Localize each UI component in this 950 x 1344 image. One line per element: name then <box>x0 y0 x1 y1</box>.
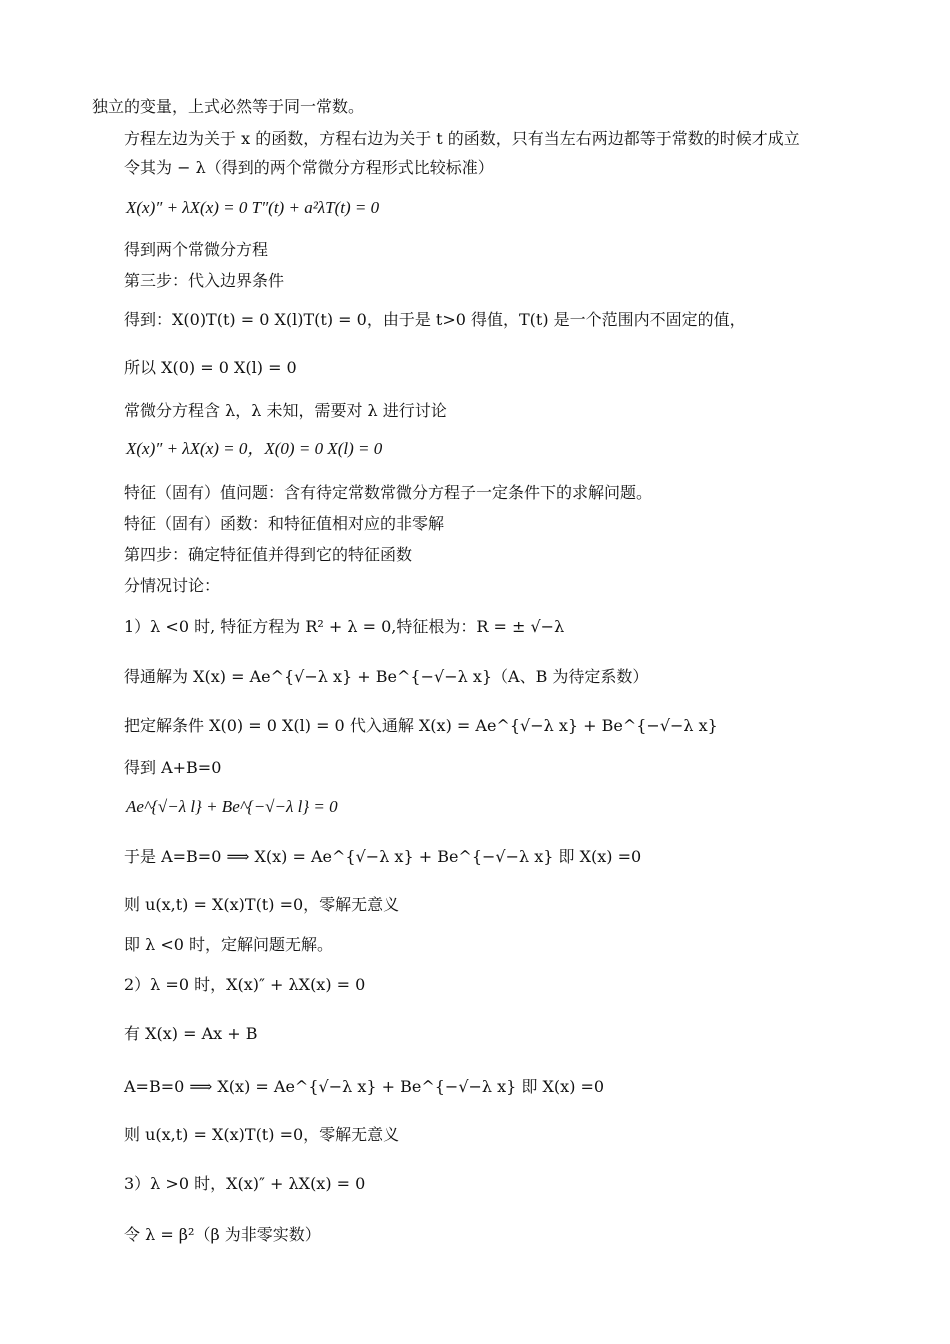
text-line-1: 独立的变量，上式必然等于同一常数。 <box>92 97 365 116</box>
text-line-13: 1）λ <0 时, 特征方程为 R² + λ = 0,特征根为：R = ± √−λ <box>124 617 565 636</box>
text-line-25: 令 λ = β²（β 为非零实数） <box>124 1225 321 1244</box>
text-line-21: 有 X(x) = Ax + B <box>124 1024 258 1043</box>
text-line-14: 得通解为 X(x) = Ae^{√−λ x} + Be^{−√−λ x}（A、B 为待定系数） <box>124 667 649 686</box>
text-line-23: 则 u(x,t) = X(x)T(t) =0，零解无意义 <box>124 1125 400 1144</box>
text-line-22: A=B=0 ⟹ X(x) = Ae^{√−λ x} + Be^{−√−λ x} 即 X(x) =0 <box>124 1077 605 1096</box>
text-line-6: 得到：X(0)T(t) = 0 X(l)T(t) = 0，由于是 t>0 得值，T(t) 是一个范围内不固定的值， <box>124 310 746 329</box>
text-line-11: 第四步：确定特征值并得到它的特征函数 <box>124 545 413 564</box>
equation-line-1: X(x)″ + λX(x) = 0 T″(t) + a²λT(t) = 0 <box>126 198 380 217</box>
text-line-10: 特征（固有）函数：和特征值相对应的非零解 <box>124 514 445 533</box>
text-line-24: 3）λ >0 时，X(x)″ + λX(x) = 0 <box>124 1174 366 1193</box>
text-line-4: 得到两个常微分方程 <box>124 240 269 259</box>
text-line-8: 常微分方程含 λ，λ 未知，需要对 λ 进行讨论 <box>124 401 447 420</box>
text-line-15: 把定解条件 X(0) = 0 X(l) = 0 代入通解 X(x) = Ae^{√−λ x} + Be^{−√−λ x} <box>124 716 718 735</box>
text-line-17: 于是 A=B=0 ⟹ X(x) = Ae^{√−λ x} + Be^{−√−λ x} 即 X(x) =0 <box>124 847 642 866</box>
text-line-7: 所以 X(0) = 0 X(l) = 0 <box>124 358 297 377</box>
text-line-16: 得到 A+B=0 <box>124 758 222 777</box>
text-line-3: 令其为 − λ（得到的两个常微分方程形式比较标准） <box>124 158 494 177</box>
text-line-2: 方程左边为关于 x 的函数，方程右边为关于 t 的函数，只有当左右两边都等于常数的时候才成立 <box>124 129 800 148</box>
text-line-9: 特征（固有）值问题：含有待定常数常微分方程子一定条件下的求解问题。 <box>124 483 653 502</box>
text-line-19: 即 λ <0 时，定解问题无解。 <box>124 935 333 954</box>
text-line-12: 分情况讨论： <box>124 576 221 595</box>
text-line-5: 第三步：代入边界条件 <box>124 271 285 290</box>
equation-line-2: X(x)″ + λX(x) = 0，X(0) = 0 X(l) = 0 <box>126 439 383 458</box>
text-line-20: 2）λ =0 时，X(x)″ + λX(x) = 0 <box>124 975 366 994</box>
equation-line-3: Ae^{√−λ l} + Be^{−√−λ l} = 0 <box>126 797 338 816</box>
text-line-18: 则 u(x,t) = X(x)T(t) =0，零解无意义 <box>124 895 400 914</box>
